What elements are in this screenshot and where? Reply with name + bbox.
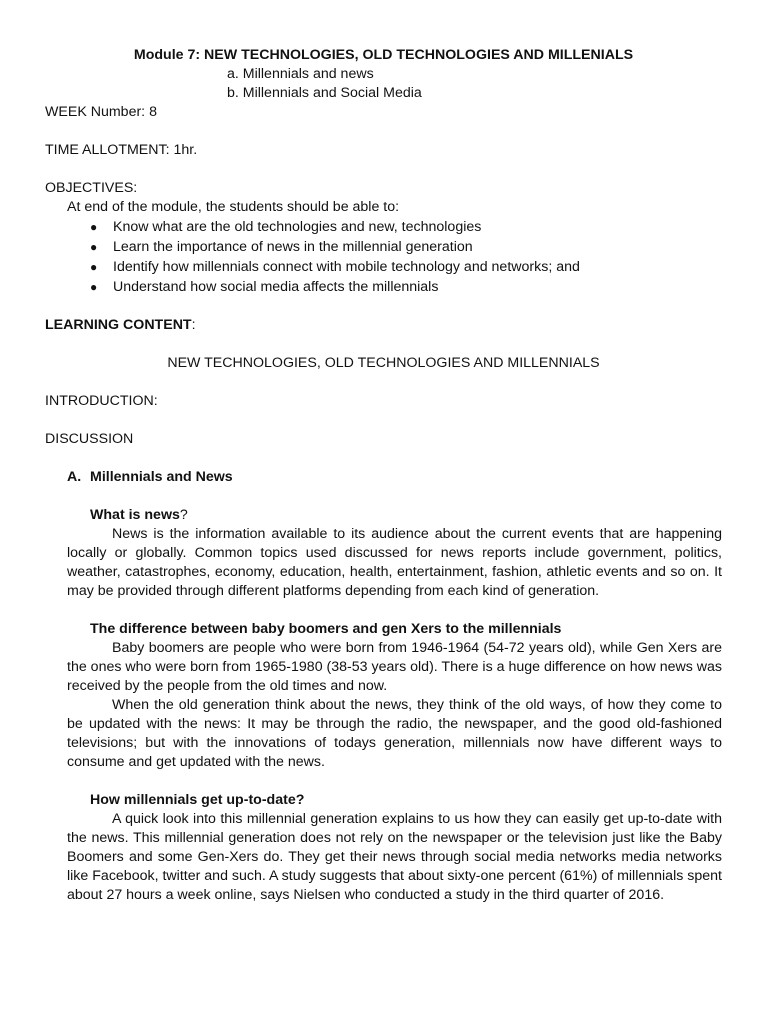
difference-heading: The difference between baby boomers and gen Xers to the millennials <box>90 621 562 637</box>
module-title: Module 7: NEW TECHNOLOGIES, OLD TECHNOLOGIES AND MILLENIALS <box>133 47 634 63</box>
bullet-icon: ● <box>90 280 98 294</box>
week-number: WEEK Number: 8 <box>45 104 157 120</box>
up-to-date-heading: How millennials get up-to-date? <box>90 792 305 808</box>
bullet-icon: ● <box>90 220 98 234</box>
introduction-heading: INTRODUCTION: <box>45 393 158 409</box>
bullet-icon: ● <box>90 240 98 254</box>
objective-item: ● Understand how social media affects the millennials <box>90 279 439 295</box>
learning-content-label: LEARNING CONTENT: <box>45 317 196 333</box>
time-allotment: TIME ALLOTMENT: 1hr. <box>45 142 198 158</box>
objectives-list <box>45 217 722 297</box>
learning-content-heading: NEW TECHNOLOGIES, OLD TECHNOLOGIES AND MILLENNIALS <box>167 355 600 371</box>
objectives-heading: OBJECTIVES: <box>45 180 138 196</box>
objective-item: ● Learn the importance of news in the millennial generation <box>90 239 473 255</box>
subtopic-b: b. Millennials and Social Media <box>227 85 422 101</box>
section-a-heading: A. Millennials and News <box>67 469 233 485</box>
objectives-intro: At end of the module, the students should be able to: <box>67 199 400 215</box>
difference-body-2: When the old generation think about the news, they think of the old ways, of how they come to be updated with the news: It may be through the radio, the newspaper, and the good old-fashioned televisions; but with the innovations of todays generation, millennials now have different ways to consume and get updated with the news. <box>67 697 722 770</box>
up-to-date-body: A quick look into this millennial generation explains to us how they can easily get up-to-date with the news. This millennial generation does not rely on the newspaper or the television just like the Baby Boomers and some Gen-Xers do. They get their news through social media networks media networks like Facebook, twitter and such. A study suggests that about sixty-one percent (61%) of millennials spent about 27 hours a week online, says Nielsen who conducted a study in the third quarter of 2016. <box>67 811 722 903</box>
objective-item: ● Identify how millennials connect with mobile technology and networks; and <box>90 259 580 275</box>
discussion-heading: DISCUSSION <box>45 431 134 447</box>
objective-item: ● Know what are the old technologies and new, technologies <box>90 219 482 235</box>
subtopic-a: a. Millennials and news <box>227 66 374 82</box>
what-is-news-body: News is the information available to its audience about the current events that are happening locally or globally. Common topics used discussed for news reports include government, politics, weather, catastrophes, economy, education, health, entertainment, fashion, athletic events and so on. It may be provided through different platforms depending from each kind of generation. <box>67 526 722 599</box>
bullet-icon: ● <box>90 260 98 274</box>
difference-body-1: Baby boomers are people who were born from 1946-1964 (54-72 years old), while Gen Xers are the ones who were born from 1965-1980 (38-53 years old). There is a huge difference on how news was received by the people from the old times and now. <box>67 640 722 694</box>
what-is-news-heading: What is news? <box>90 507 188 523</box>
